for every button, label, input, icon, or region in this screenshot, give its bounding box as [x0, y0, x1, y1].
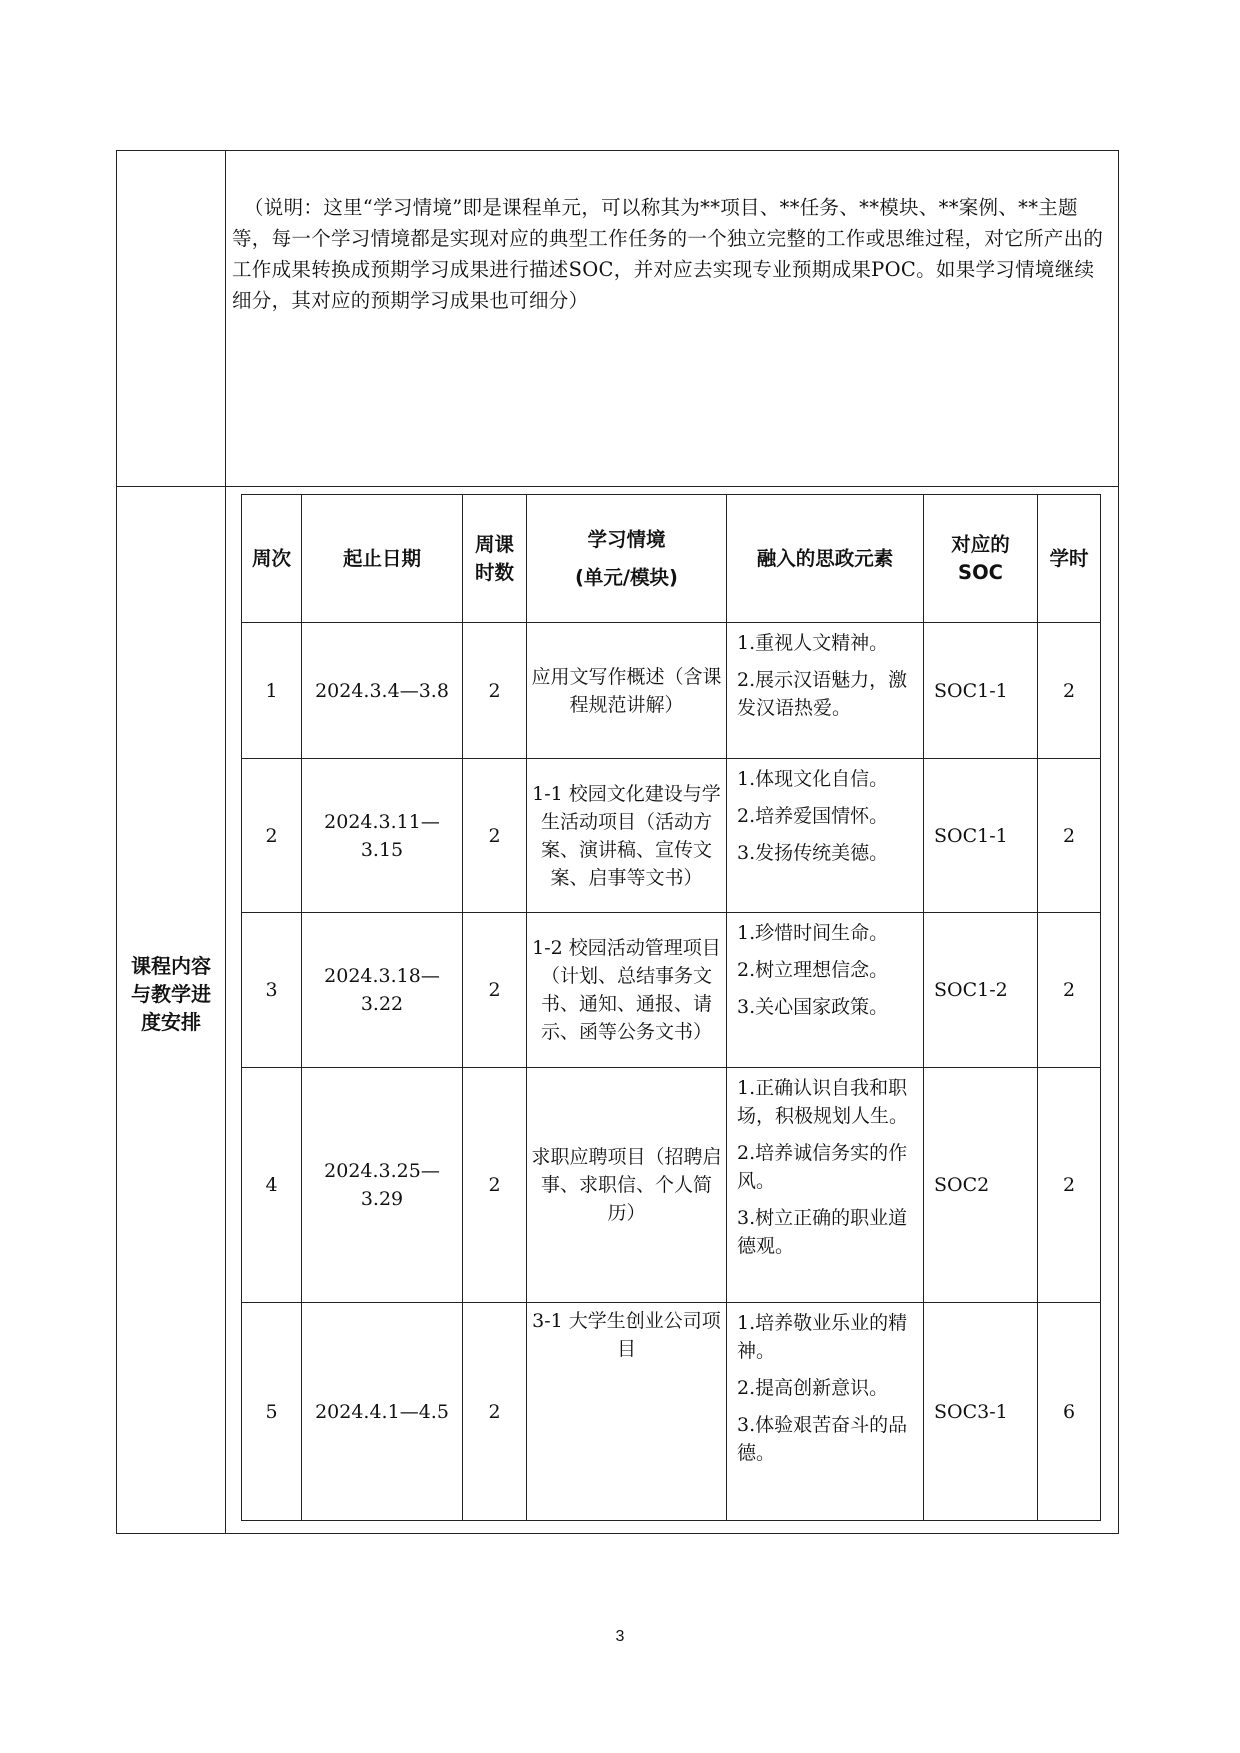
cell-hours: 6 [1038, 1303, 1101, 1521]
cell-hours: 2 [1038, 759, 1101, 913]
cell-week: 3 [242, 913, 302, 1068]
header-hours-per-week: 周课时数 [463, 495, 527, 623]
cell-elements: 1.正确认识自我和职场，积极规划人生。 2.培养诚信务实的作风。 3.树立正确的职业道德观。 [727, 1068, 924, 1303]
schedule-table [241, 494, 1101, 1521]
cell-unit: 求职应聘项目（招聘启事、求职信、个人简历） [527, 1068, 727, 1303]
label-column-divider [225, 150, 226, 1534]
cell-soc: SOC1-1 [924, 759, 1038, 913]
table-row [242, 913, 1101, 1068]
header-soc: 对应的 SOC [924, 495, 1038, 623]
cell-elements: 1.重视人文精神。 2.展示汉语魅力，激发汉语热爱。 [727, 623, 924, 759]
table-row [242, 1303, 1101, 1521]
cell-weekly-hours: 2 [463, 759, 527, 913]
explanation-note: （说明：这里“学习情境”即是课程单元，可以称其为**项目、**任务、**模块、**案例、**主题等，每一个学习情境都是实现对应的典型工作任务的一个独立完整的工作或思维过程，对它所产出的工作成果转换成预期学习成果进行描述SOC，并对应去实现专业预期成果POC。如果学习情境继续细分，其对应的预期学习成果也可细分） [232, 196, 1104, 312]
table-row [242, 623, 1101, 759]
cell-weekly-hours: 2 [463, 623, 527, 759]
cell-dates: 2024.3.11—3.15 [302, 759, 463, 913]
cell-dates: 2024.3.4—3.8 [302, 623, 463, 759]
section-divider [116, 486, 1119, 487]
cell-weekly-hours: 2 [463, 913, 527, 1068]
cell-unit: 1-2 校园活动管理项目（计划、总结事务文书、通知、通报、请示、函等公务文书） [527, 913, 727, 1068]
cell-dates: 2024.3.25—3.29 [302, 1068, 463, 1303]
cell-soc: SOC1-2 [924, 913, 1038, 1068]
page-number: 3 [615, 1628, 625, 1645]
cell-weekly-hours: 2 [463, 1303, 527, 1521]
cell-elements: 1.培养敬业乐业的精神。 2.提高创新意识。 3.体验艰苦奋斗的品德。 [727, 1303, 924, 1521]
section-label: 课程内容与教学进度安排 [131, 954, 211, 1034]
table-row [242, 1068, 1101, 1303]
table-header-row [242, 495, 1101, 623]
cell-soc: SOC2 [924, 1068, 1038, 1303]
header-context: 学习情境 (单元/模块) [527, 495, 727, 623]
cell-soc: SOC1-1 [924, 623, 1038, 759]
cell-dates: 2024.3.18—3.22 [302, 913, 463, 1068]
cell-week: 5 [242, 1303, 302, 1521]
table-row [242, 759, 1101, 913]
header-hours: 学时 [1038, 495, 1101, 623]
cell-week: 4 [242, 1068, 302, 1303]
cell-week: 1 [242, 623, 302, 759]
cell-elements: 1.珍惜时间生命。 2.树立理想信念。 3.关心国家政策。 [727, 913, 924, 1068]
header-elements: 融入的思政元素 [727, 495, 924, 623]
cell-weekly-hours: 2 [463, 1068, 527, 1303]
cell-soc: SOC3-1 [924, 1303, 1038, 1521]
cell-hours: 2 [1038, 913, 1101, 1068]
cell-unit: 1-1 校园文化建设与学生活动项目（活动方案、演讲稿、宣传文案、启事等文书） [527, 759, 727, 913]
cell-unit: 应用文写作概述（含课程规范讲解） [527, 623, 727, 759]
cell-elements: 1.体现文化自信。 2.培养爱国情怀。 3.发扬传统美德。 [727, 759, 924, 913]
cell-unit: 3-1 大学生创业公司项目 [527, 1303, 727, 1521]
cell-dates: 2024.4.1—4.5 [302, 1303, 463, 1521]
header-week: 周次 [242, 495, 302, 623]
cell-hours: 2 [1038, 623, 1101, 759]
cell-week: 2 [242, 759, 302, 913]
header-dates: 起止日期 [302, 495, 463, 623]
cell-hours: 2 [1038, 1068, 1101, 1303]
